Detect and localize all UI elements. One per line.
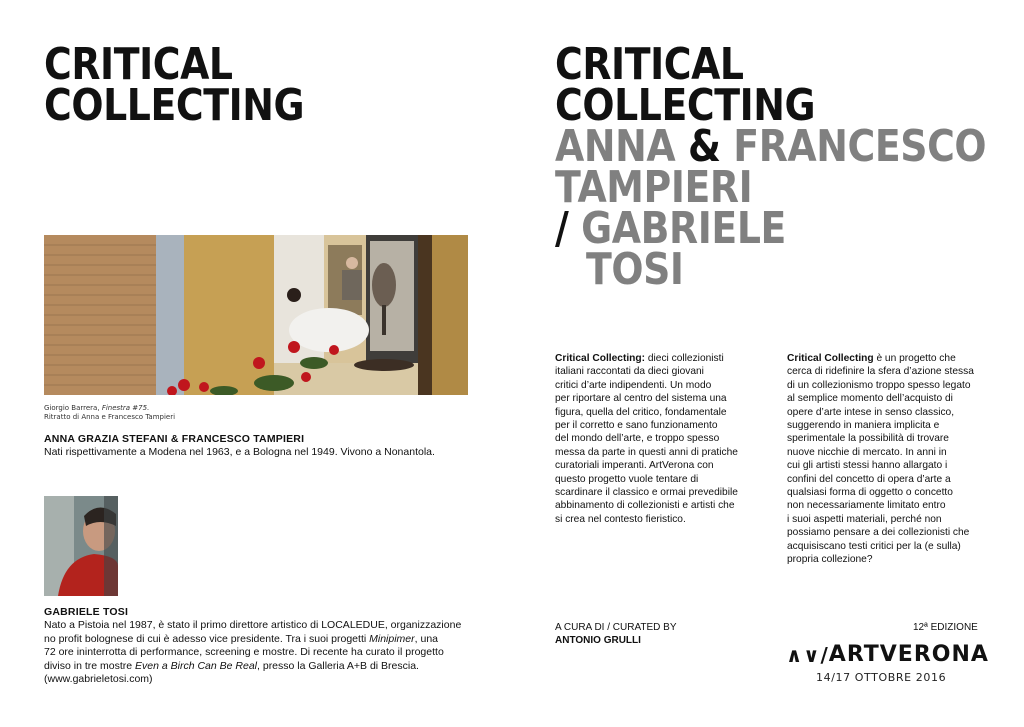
bio2-line1: Nato a Pistoia nel 1987, è stato il primo direttore artistico di LOCALEDUE, organizzazione <box>44 619 462 631</box>
bio1-name: ANNA GRAZIA STEFANI & FRANCESCO TAMPIERI <box>44 433 305 445</box>
photo-caption <box>44 404 175 422</box>
bio2-line4-em: Even a Birch Can Be Real <box>135 659 258 672</box>
intro-column-1 <box>555 352 755 526</box>
col2-line0 <box>787 352 987 365</box>
col2-line14: acquisiscano testi critici per la (e sulla) <box>787 540 961 552</box>
col1-line4: figura, quella del critico, fondamentale <box>555 406 727 418</box>
col2-line12: i suoi aspetti materiali, perché non <box>787 513 942 525</box>
right-title-line2: COLLECTING <box>555 80 816 131</box>
bio2-line2-em: Minipimer <box>369 632 415 645</box>
col2-line9: confini del concetto di opera d’arte a <box>787 473 951 485</box>
right-title-line5 <box>555 203 986 254</box>
col1-line0 <box>555 352 755 365</box>
title-ampersand: & <box>687 121 721 172</box>
critic-portrait <box>44 496 118 596</box>
col2-line1: cerca di ridefinire la sfera d’azione stessa <box>787 366 974 378</box>
col2-line11: non necessariamente limitato entro <box>787 500 946 512</box>
col2-line6: sperimentale la possibilità di trovare <box>787 433 949 445</box>
photo-caption-author: Giorgio Barrera, <box>44 404 102 412</box>
col1-line7: messa da parte in questi anni di pratiche <box>555 446 738 458</box>
col2-line0-text: è un progetto che <box>873 353 956 364</box>
col2-line13: possiamo pensare a dei collezionisti che <box>787 527 970 539</box>
bio2-line3: 72 ore ininterrotta di performance, screening e mostre. Di recente ha curato il progetto <box>44 646 444 658</box>
bio2-line2 <box>44 633 484 647</box>
bio2-line5: (www.gabrieletosi.com) <box>44 673 153 685</box>
col1-line12: si crea nel contesto fieristico. <box>555 513 686 525</box>
bio2-line4-text: diviso in tre mostre <box>44 659 136 672</box>
logo-mark-icon: ∧∨/ <box>786 642 829 667</box>
right-title-line3 <box>555 121 987 172</box>
bio2-name: GABRIELE TOSI <box>44 606 129 618</box>
intro-column-2 <box>787 352 987 567</box>
edition-label: 12ª EDIZIONE <box>913 622 978 633</box>
col1-line6: del mondo dell’arte, e troppo spesso <box>555 433 720 445</box>
col1-line11: abbinamento di collezionisti e artisti che <box>555 500 735 512</box>
right-title-line1: CRITICAL <box>555 39 744 90</box>
col2-line10: qualsiasi forma di oggetto o concetto <box>787 487 953 499</box>
artverona-logo <box>786 642 989 667</box>
bio2-line4-end: , presso la Galleria A+B di Brescia. <box>257 659 419 672</box>
col2-line5: suggerendo in maniera implicita e <box>787 420 940 432</box>
bio2-line2-text: no profit bolognese di cui è adesso vice presidente. Tra i suoi progetti <box>44 632 370 645</box>
col1-line0-text: dieci collezionisti <box>645 353 724 364</box>
title-gabriele: GABRIELE <box>581 203 786 254</box>
title-francesco: FRANCESCO <box>733 121 987 172</box>
col1-line10: scardinare il classico e ormai prevedibile <box>555 487 738 499</box>
photo-caption-title: Finestra #75. <box>101 404 150 412</box>
curator-name: ANTONIO GRULLI <box>555 635 641 646</box>
right-title-line6: TOSI <box>585 244 684 295</box>
logo-name: ARTVERONA <box>828 642 989 667</box>
col1-line9: questo progetto vuole tentare di <box>555 473 699 485</box>
right-title-line4: TAMPIERI <box>555 162 753 213</box>
bio2-text <box>44 619 484 687</box>
col2-line4: opere d’arte intese in senso classico, <box>787 406 955 418</box>
col2-line7: nuove nicchie di mercato. In anni in <box>787 446 947 458</box>
curated-by-label: A CURA DI / CURATED BY <box>555 622 677 633</box>
bio2-line2-end: , una <box>414 632 438 645</box>
col2-line2: di un collezionismo troppo spesso legato <box>787 379 971 391</box>
bio1-text: Nati rispettivamente a Modena nel 1963, e a Bologna nel 1949. Vivono a Nonantola. <box>44 446 435 458</box>
col1-line8: curatoriali imperanti. ArtVerona con <box>555 460 714 472</box>
bio2-line4 <box>44 660 484 674</box>
col2-line8: cui gli artisti stessi hanno allargato i <box>787 460 948 472</box>
event-dates: 14/17 OTTOBRE 2016 <box>816 671 947 684</box>
col1-line2: critici d’arte indipendenti. Un modo <box>555 379 712 391</box>
left-title-line2: COLLECTING <box>44 80 305 131</box>
col1-line5: per il corretto e sano funzionamento <box>555 420 718 432</box>
col2-line15: propria collezione? <box>787 554 873 566</box>
col1-line1: italiani raccontati da dieci giovani <box>555 366 704 378</box>
col2-bold: Critical Collecting <box>787 353 874 364</box>
title-slash: / <box>555 203 569 254</box>
title-anna: ANNA <box>555 121 676 172</box>
col2-line3: al semplice momento dell’acquisto di <box>787 393 953 405</box>
left-title <box>44 39 305 131</box>
right-title <box>555 39 987 295</box>
photo-caption-line2: Ritratto di Anna e Francesco Tampieri <box>44 413 176 421</box>
col1-bold: Critical Collecting: <box>555 353 646 364</box>
left-title-line1: CRITICAL <box>44 39 233 90</box>
col1-line3: per riportare al centro del sistema una <box>555 393 727 405</box>
collector-photo <box>44 235 468 395</box>
